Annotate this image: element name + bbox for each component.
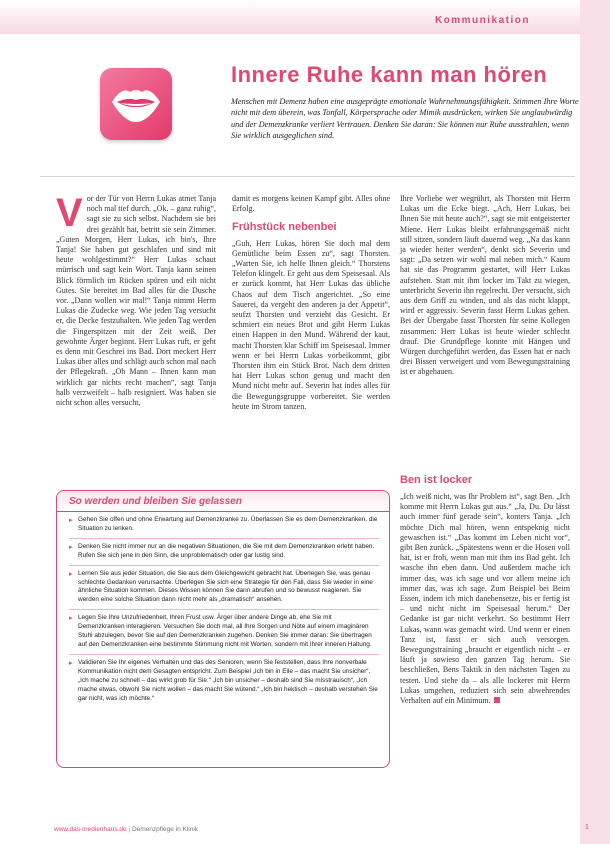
tip-text: Validieren Sie Ihr eigenes Verhalten und das des Senioren, wenn Sie feststellen, dass Ihre nonverbale Kommunikation nicht dem Gesagten entspricht. Zum Beispiel „Ich bin in Eile – das macht Sie unsicher“, „Ich mache zu schnell – das wirkt grob für Sie.“ „Ich bin unsicher – deshalb sind Sie misstrauisch“, „Ich mache etwas, obwohl Sie nicht wollen – das macht Sie wütend.“ „Ich bin hektisch – deshalb verstehen Sie gar nicht, was ich möchte.“: [78, 658, 378, 702]
footer-publication: Demenzpflege in Klinik: [131, 826, 199, 833]
tip-box-title: So werden und bleiben Sie gelassen: [69, 496, 242, 507]
tip-item: [69, 614, 379, 655]
article-intro: Menschen mit Demenz haben eine ausgeprägte emotionale Wahrnehmungsfähigkeit. Stimmen Ihre Worte nicht mit dem überein, was Tonfall, Körpersprache oder Mimik ausdrücken, wirken Sie unglaubwürdig und der Demenzkranke verliert Vertrauen. Denken Sie daran: Sie können nur Ruhe ausstrahlen, wenn Sie wirklich ausgeglichen sind.: [231, 97, 579, 141]
column-2-text: „Guh, Herr Lukas, hören Sie doch mal dem Gemütliche beim Essen zu“, sagt Thorsten. „Warten Sie, ich helfe Ihnen gleich.“ Thorstens Telefon klingelt. Er geht aus dem Speisesaal. Als er zurück kommt, hat Herr Lukas das übliche Chaos auf dem Tisch angerichtet. „So eine Sauerei, da vergeht den anderen ja der Appetit“, seufzt Thorsten und verzieht das Gesicht. Er schmiert ein neues Brot und gibt Herrn Lukas einen Happen in den Mund. Während der kaut, macht Thorsten klar Schiff im Speisesaal. Immer wenn er bei Herrn Lukas vorbeikommt, gibt Thorsten ihm ein Stück Brot. Nach dem dritten hat Herr Lukas schon genug und macht den Mund nicht mehr auf. Severin hat indes alles für die Bewegungsgruppe vorbereitet. Sie werden heute im Strom tanzen.: [232, 238, 390, 411]
drop-cap: V: [56, 191, 83, 235]
column-1-text: or der Tür von Herrn Lukas atmet Tanja noch mal tief durch. „Ok. – ganz ruhig“, sagt sie zu sich selbst. Nachdem sie bei drei gezählt hat, betritt sie sein Zimmer. „Guten Morgen, Herr Lukas, ich bin's, Ihre Tanja! Sie haben gut geschlafen und sind mit heute wohlgestimmt?“ Herr Lukas schaut mürrisch und sagt kein Wort. Tanja kann seinen Blick förmlich im Rücken spüren und eilt nicht Gutes. Sie bereitet im Bad alles für die Dusche vor. „Dann wollen wir mal!“ Tanja nimmt Herrn Lukas die Zudecke weg. Wie jeden Tag versucht er, die Decke festzuhalten. Wie jeden Tag werden die Fingerspitzen mit der Zeit weiß. Der gewohnte Ärger beginnt. Herr Lukas ruft, er geht es denn mit Geschrei ins Bad. Dort meckert Herr Lukas über alles und schlägt auch schon mal nach der Pflegekraft. „Oh Mann – Ihnen kann man wirklich gar nichts recht machen“, sagt Tanja halb verzweifelt – halb resigniert. Was haben sie nicht schon alles versucht,: [56, 194, 216, 408]
triangle-bullet-icon: ▸: [69, 615, 73, 623]
article-column-3: Ihre Vorliebe wer wegrührt, als Thorsten mit Herrn Lukas um die Ecke biegt. „Ach, Herr Lukas, bei Ihnen Sie mit heute auch?“, sagt sie mit entgeisterter Miene. Herr Lukas bleibt erfahrungsgemäß nicht still sitzen, sondern läuft dauernd weg. „Na das kann ja wieder heiter werden“, denkt sich Severin und sagt: „Da setzen wir wohl mal neben mich.“ Kaum hat sie das Programm gestartet, will Herr Lukas aufstehen. Statt mit ihm locker im Takt zu wiegen, unterbricht Severin ihn regelrecht. Der versucht, sich aus dem Griff zu winden, und als das nicht klappt, wird er aggressiv. Severin fasst Herrn Lukas gehen. Bei der Übergabe fasst Thorsten für seine Kollegen zusammen: Herr Lukas ist heute wieder schlecht drauf. Die Grundpflege konnte mit Hängen und Würgen durchgeführt werden, das Essen hat er nach drei Bissen verweigert und vom Bewegungstraining ist er abgehauen.: [400, 194, 570, 377]
column-3-continuation: [400, 492, 570, 706]
footer-separator: |: [126, 826, 132, 833]
side-strip: [580, 0, 610, 844]
square-end-icon: [494, 697, 500, 703]
lips-icon: [100, 68, 172, 140]
tip-item: [69, 543, 379, 566]
tip-item: [69, 570, 379, 611]
tip-box: [56, 490, 390, 768]
footer: [54, 826, 198, 833]
tip-text: Gehen Sie offen und ohne Erwartung auf Demenzkranke zu. Überlassen Sie es dem Demenzkranken, die Situation zu lenken.: [78, 516, 378, 532]
tip-text: Denken Sie nicht immer nur an die negativen Situationen, die Sie mit dem Demenzkranken erlebt haben. Rufen Sie sich jene in den Sinn, die unproblematisch oder gar lustig sind.: [78, 542, 375, 559]
subheading-fruehstueck: Frühstück nebenbei: [232, 221, 337, 234]
triangle-bullet-icon: ▸: [69, 570, 73, 578]
column-2-lead: damit es morgens keinen Kampf gibt. Alles ohne Erfolg.: [232, 194, 390, 214]
divider: [40, 176, 575, 177]
tip-list: [57, 512, 389, 707]
triangle-bullet-icon: ▸: [69, 517, 73, 524]
tip-text: Legen Sie Ihre Unzufriedenheit, Ihren Frust usw. Ärger über andere Dinge ab, ehe Sie mit Demenzkranken interagieren. Versuchen Sie doch mal, all Ihre Sorgen und Nöte auf einem imaginären Stuhl abzulegen, bevor Sie auf den Demenzkranken zugehen. Denken Sie immer daran: Sie übertragen auf den Demenzkranken eine bestimmte Stimmung nicht mit Worten, sondern mit Ihrer inneren Haltung.: [78, 614, 372, 648]
subheading-ben: Ben ist locker: [400, 474, 473, 486]
triangle-bullet-icon: ▸: [69, 659, 73, 667]
article-column-1: [56, 191, 216, 408]
tip-item: [69, 659, 379, 708]
page-number: 1: [585, 824, 589, 831]
tip-text: Lernen Sie aus jeder Situation, die Sie aus dem Gleichgewicht gebracht hat. Überlegen Sie, was genau schlechte Gedanken verursachte. Überlegen Sie sich eine Strategie für den Fall, dass Sie wieder in eine ähnliche Situation kommen. Dieses Wissen können Sie dann abrufen und so bewusst reagieren. Sie werden eine solche Situation dann nicht mehr als „dramatisch“ ansehen.: [78, 569, 373, 604]
tip-item: [69, 516, 379, 539]
section-label: Kommunikation: [434, 15, 530, 26]
footer-url-link[interactable]: www.das-medienhaus.de: [54, 826, 127, 833]
column-3-text-b: „Ich weiß nicht, was Ihr Problem ist“, sagt Ben. „Ich komme mit Herrn Lukas gut aus.“ „Ja, Du. Du lässt auch immer fünf gerade sein“, konters Tanja. „Ich möchte Dich mal hören, wenn entspeknig nicht gewaschen ist.“ „Das kommt im Leben nicht vor“, gibt Ben zurück. „Spätestens wenn er die Hosen voll hat, ist er froh, wenn man mit ihm ins Bad geht. Ich wasche ihn eben dann. Und außerdem mache ich immer das, was ich sage und vor allem meine ich immer das, was ich sage. Zum Beispiel bei Beim Essen, indem ich mich danebensetze, bis er fertig ist – und nicht nicht im Speisesaal herum.“ Der Gedanke ist gar nicht verkehrt. So bestimmt Herr Lukas, wann was gemacht wird. Und wenn er einen Tanz ist, fasst er sich auch versorgen. Bewegungstraining „braucht er eigentlich nicht – er läuft ja sowieso den ganzen Tag herum. Sie beschließen, Bens Taktik in den nächsten Tagen zu testen. Und siehe da – als alle lockerer mit Herrn Lukas umgehen, reduziert sich sein abwehrendes Verhalten auf ein Minimum.: [400, 492, 570, 706]
article-title: Innere Ruhe kann man hören: [231, 62, 548, 87]
triangle-bullet-icon: ▸: [69, 543, 73, 551]
article-column-2: [232, 194, 390, 412]
